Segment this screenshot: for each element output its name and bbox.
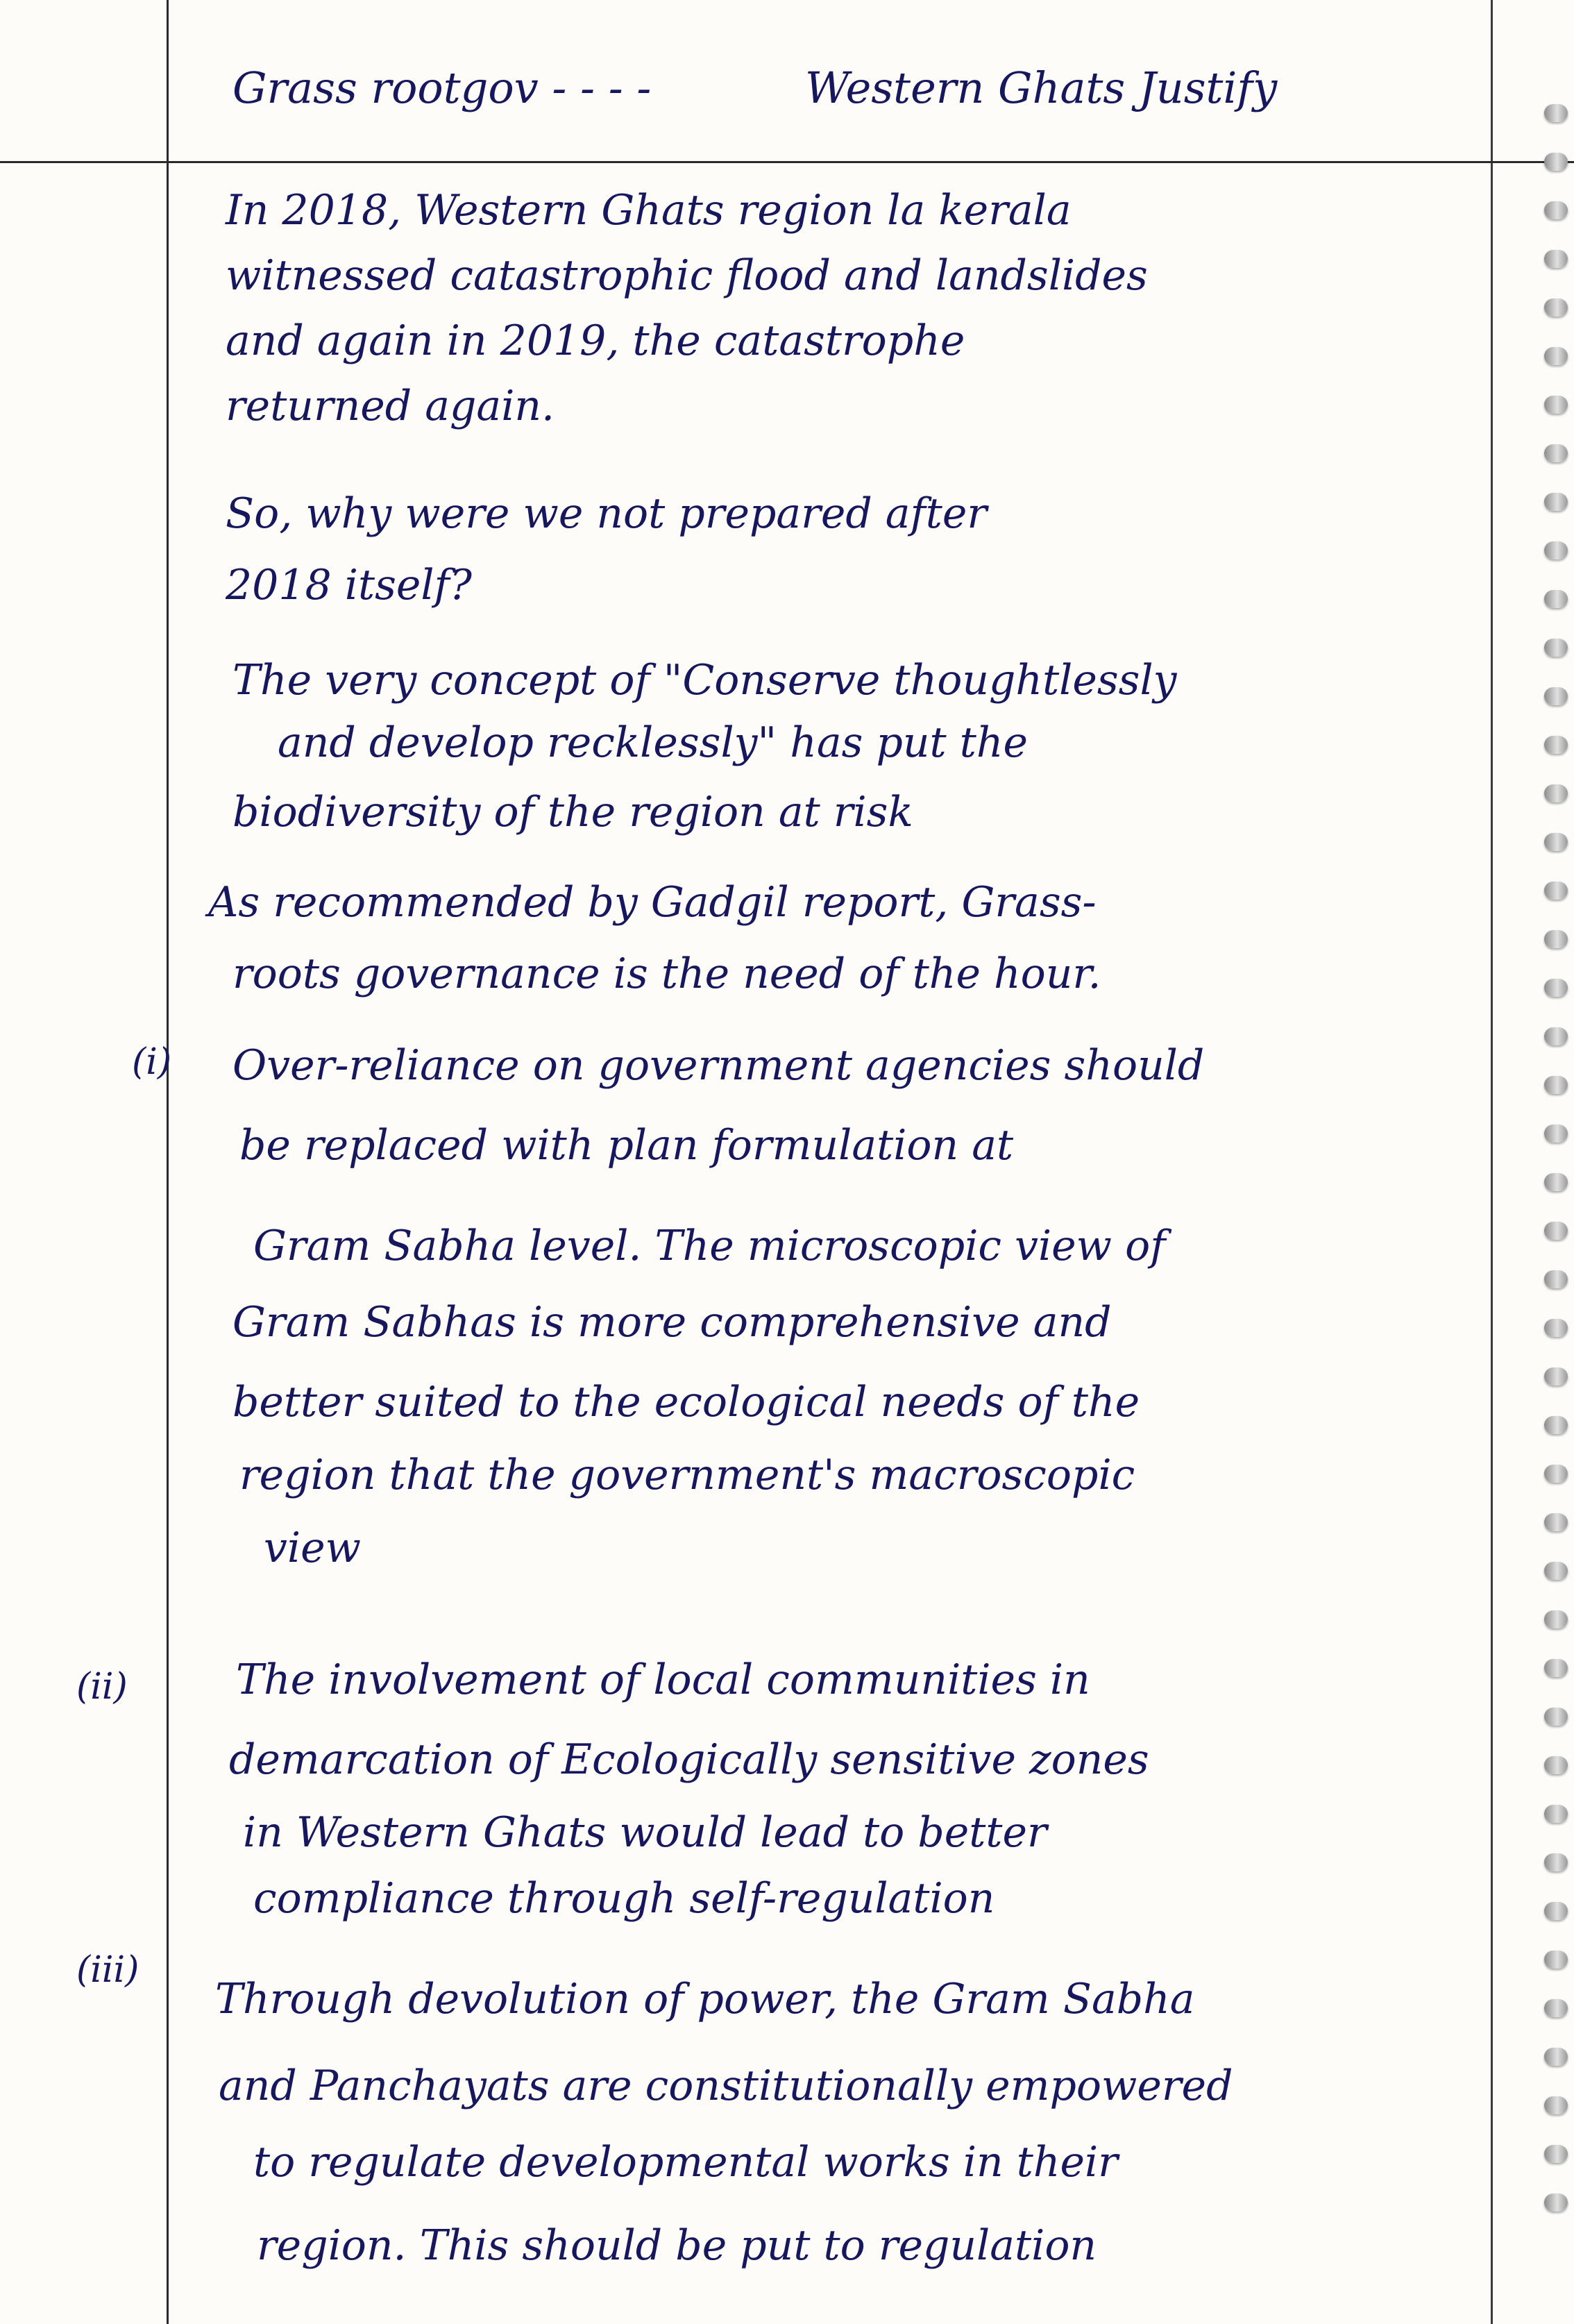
- binding-ring: [1544, 2194, 1568, 2212]
- binding-ring: [1544, 201, 1568, 219]
- binding-ring: [1544, 250, 1568, 268]
- binding-ring: [1544, 687, 1568, 705]
- binding-ring: [1544, 1367, 1568, 1386]
- text-line: biodiversity of the region at risk: [232, 788, 913, 836]
- binding-ring: [1544, 1513, 1568, 1531]
- binding-ring: [1544, 930, 1568, 948]
- binding-ring: [1544, 396, 1568, 414]
- text-line: compliance through self-regulation: [253, 1874, 995, 1923]
- binding-ring: [1544, 1805, 1568, 1823]
- left-margin-line: [167, 0, 169, 2324]
- text-line: The involvement of local communities in: [236, 1656, 1090, 1704]
- text-line: So, why were we not prepared after: [226, 489, 988, 538]
- text-line: and develop recklessly" has put the: [278, 718, 1028, 767]
- text-line: view: [264, 1524, 361, 1572]
- binding-ring: [1544, 1853, 1568, 1871]
- binding-ring: [1544, 1270, 1568, 1288]
- binding-ring: [1544, 493, 1568, 511]
- binding-ring: [1544, 1562, 1568, 1580]
- text-line: better suited to the ecological needs of the: [232, 1378, 1140, 1426]
- binding-ring: [1544, 541, 1568, 559]
- point-marker: (ii): [76, 1666, 128, 1708]
- binding-ring: [1544, 104, 1568, 122]
- header-rule-line: [0, 161, 1574, 163]
- text-line: in Western Ghats would lead to better: [243, 1808, 1047, 1857]
- binding-ring: [1544, 1610, 1568, 1628]
- header-topic: Grass rootgov - - - -: [232, 62, 652, 113]
- binding-ring: [1544, 347, 1568, 365]
- binding-ring: [1544, 1659, 1568, 1677]
- binding-ring: [1544, 1319, 1568, 1337]
- text-line: region. This should be put to regulation: [257, 2221, 1097, 2270]
- binding-ring: [1544, 1222, 1568, 1240]
- text-line: witnessed catastrophic flood and landslides: [226, 251, 1148, 300]
- binding-ring: [1544, 1756, 1568, 1774]
- point-marker: (iii): [76, 1949, 139, 1991]
- binding-ring: [1544, 882, 1568, 900]
- binding-ring: [1544, 979, 1568, 997]
- binding-ring: [1544, 2048, 1568, 2066]
- binding-ring: [1544, 1173, 1568, 1191]
- text-line: Through devolution of power, the Gram Sabha: [215, 1975, 1195, 2023]
- text-line: to regulate developmental works in their: [253, 2138, 1118, 2187]
- binding-ring: [1544, 298, 1568, 317]
- binding-ring: [1544, 153, 1568, 171]
- binding-ring: [1544, 1999, 1568, 2017]
- binding-ring: [1544, 784, 1568, 802]
- text-line: As recommended by Gadgil report, Grass-: [208, 878, 1097, 927]
- point-marker: (i): [132, 1041, 172, 1083]
- spiral-binding: [1537, 104, 1574, 2256]
- binding-ring: [1544, 639, 1568, 657]
- text-line: Over-reliance on government agencies should: [232, 1041, 1205, 1090]
- text-line: Gram Sabhas is more comprehensive and: [232, 1298, 1112, 1347]
- binding-ring: [1544, 2145, 1568, 2163]
- binding-ring: [1544, 736, 1568, 754]
- binding-ring: [1544, 1708, 1568, 1726]
- binding-ring: [1544, 444, 1568, 462]
- binding-ring: [1544, 1125, 1568, 1143]
- text-line: roots governance is the need of the hour.: [232, 950, 1101, 998]
- binding-ring: [1544, 590, 1568, 608]
- text-line: In 2018, Western Ghats region la kerala: [226, 186, 1072, 235]
- header-question: Western Ghats Justify: [805, 62, 1278, 113]
- text-line: demarcation of Ecologically sensitive zones: [229, 1735, 1149, 1784]
- binding-ring: [1544, 2096, 1568, 2114]
- binding-ring: [1544, 1951, 1568, 1969]
- binding-ring: [1544, 1902, 1568, 1920]
- text-line: and again in 2019, the catastrophe: [226, 317, 965, 365]
- binding-ring: [1544, 1027, 1568, 1045]
- binding-ring: [1544, 1076, 1568, 1094]
- text-line: and Panchayats are constitutionally empowered: [219, 2062, 1233, 2110]
- right-margin-line: [1491, 0, 1493, 2324]
- binding-ring: [1544, 1416, 1568, 1434]
- text-line: Gram Sabha level. The microscopic view of: [253, 1222, 1166, 1270]
- text-line: region that the government's macroscopic: [239, 1451, 1135, 1499]
- binding-ring: [1544, 833, 1568, 851]
- text-line: 2018 itself?: [226, 561, 472, 609]
- binding-ring: [1544, 1465, 1568, 1483]
- text-line: be replaced with plan formulation at: [239, 1121, 1014, 1170]
- text-line: The very concept of "Conserve thoughtlessly: [232, 656, 1177, 705]
- text-line: returned again.: [226, 382, 555, 430]
